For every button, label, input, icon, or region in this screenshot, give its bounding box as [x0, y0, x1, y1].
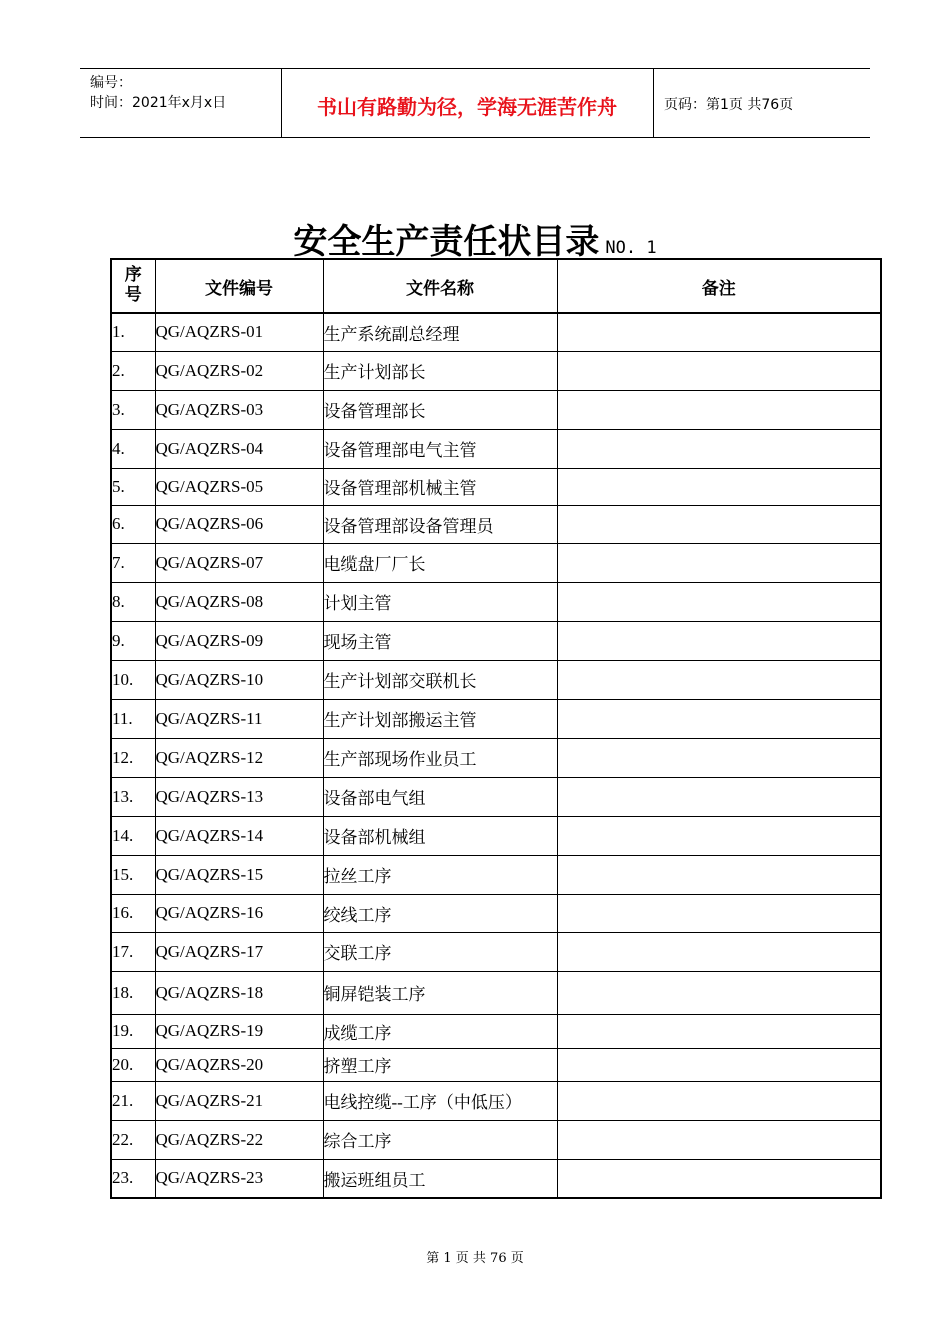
header-seq: 序号 — [111, 259, 155, 313]
row-number: 3. — [111, 390, 155, 429]
row-number: 12. — [111, 738, 155, 777]
row-name: 电缆盘厂厂长 — [323, 543, 557, 582]
row-code: QG/AQZRS-08 — [155, 582, 323, 621]
table-header-row — [111, 259, 881, 313]
row-code: QG/AQZRS-07 — [155, 543, 323, 582]
row-number: 23. — [111, 1159, 155, 1198]
table-row — [111, 777, 881, 816]
table-row — [111, 816, 881, 855]
row-number: 10. — [111, 660, 155, 699]
row-name: 成缆工序 — [323, 1014, 557, 1048]
row-number: 20. — [111, 1048, 155, 1081]
page-header — [80, 68, 870, 138]
row-name: 拉丝工序 — [323, 855, 557, 894]
row-remark — [557, 894, 881, 932]
row-remark — [557, 468, 881, 505]
header-meta — [80, 69, 282, 137]
row-number: 11. — [111, 699, 155, 738]
row-number: 16. — [111, 894, 155, 932]
header-code: 文件编号 — [155, 259, 323, 313]
row-name: 设备管理部机械主管 — [323, 468, 557, 505]
header-motto: 书山有路勤为径，学海无涯苦作舟 — [317, 95, 617, 119]
row-number: 8. — [111, 582, 155, 621]
row-name: 综合工序 — [323, 1120, 557, 1159]
row-name: 设备管理部长 — [323, 390, 557, 429]
row-code: QG/AQZRS-13 — [155, 777, 323, 816]
header-remark: 备注 — [557, 259, 881, 313]
row-number: 14. — [111, 816, 155, 855]
row-remark — [557, 621, 881, 660]
row-code: QG/AQZRS-03 — [155, 390, 323, 429]
table-row — [111, 313, 881, 351]
table-row — [111, 699, 881, 738]
row-remark — [557, 1081, 881, 1120]
row-remark — [557, 543, 881, 582]
row-remark — [557, 1159, 881, 1198]
row-code: QG/AQZRS-15 — [155, 855, 323, 894]
table-row — [111, 855, 881, 894]
catalog-body — [111, 313, 881, 1198]
row-code: QG/AQZRS-01 — [155, 313, 323, 351]
row-remark — [557, 699, 881, 738]
row-name: 挤塑工序 — [323, 1048, 557, 1081]
row-name: 设备管理部电气主管 — [323, 429, 557, 468]
row-remark — [557, 1120, 881, 1159]
row-remark — [557, 971, 881, 1014]
title-main: 安全生产责任状目录 — [293, 222, 600, 262]
row-number: 4. — [111, 429, 155, 468]
table-row — [111, 1081, 881, 1120]
table-row — [111, 468, 881, 505]
doc-time-label: 时间：2021年x月x日 — [90, 95, 227, 111]
row-code: QG/AQZRS-20 — [155, 1048, 323, 1081]
document-title — [0, 214, 950, 263]
row-code: QG/AQZRS-02 — [155, 351, 323, 390]
row-number: 5. — [111, 468, 155, 505]
row-number: 19. — [111, 1014, 155, 1048]
table-row — [111, 971, 881, 1014]
page-footer: 第 1 页 共 76 页 — [426, 1251, 524, 1266]
row-code: QG/AQZRS-23 — [155, 1159, 323, 1198]
row-name: 生产计划部长 — [323, 351, 557, 390]
row-number: 21. — [111, 1081, 155, 1120]
row-name: 现场主管 — [323, 621, 557, 660]
table-row — [111, 1120, 881, 1159]
row-remark — [557, 390, 881, 429]
row-name: 生产系统副总经理 — [323, 313, 557, 351]
row-code: QG/AQZRS-17 — [155, 932, 323, 971]
row-code: QG/AQZRS-21 — [155, 1081, 323, 1120]
table-row — [111, 390, 881, 429]
header-page-info: 页码：第1页 共76页 — [664, 97, 794, 113]
table-row — [111, 932, 881, 971]
table-row — [111, 543, 881, 582]
row-name: 设备管理部设备管理员 — [323, 505, 557, 543]
header-page-cell — [654, 69, 870, 137]
catalog-table — [110, 258, 882, 1199]
row-name: 绞线工序 — [323, 894, 557, 932]
row-number: 22. — [111, 1120, 155, 1159]
row-remark — [557, 777, 881, 816]
row-number: 7. — [111, 543, 155, 582]
row-number: 9. — [111, 621, 155, 660]
table-row — [111, 621, 881, 660]
row-name: 计划主管 — [323, 582, 557, 621]
row-number: 2. — [111, 351, 155, 390]
row-remark — [557, 1014, 881, 1048]
row-name: 生产计划部交联机长 — [323, 660, 557, 699]
table-row — [111, 894, 881, 932]
row-code: QG/AQZRS-05 — [155, 468, 323, 505]
doc-code-label: 编号： — [90, 75, 132, 91]
table-row — [111, 1048, 881, 1081]
table-row — [111, 1159, 881, 1198]
header-motto-cell — [281, 69, 654, 137]
row-name: 生产计划部搬运主管 — [323, 699, 557, 738]
table-row — [111, 582, 881, 621]
row-remark — [557, 816, 881, 855]
table-row — [111, 505, 881, 543]
row-code: QG/AQZRS-04 — [155, 429, 323, 468]
row-number: 6. — [111, 505, 155, 543]
row-code: QG/AQZRS-16 — [155, 894, 323, 932]
row-code: QG/AQZRS-11 — [155, 699, 323, 738]
row-code: QG/AQZRS-10 — [155, 660, 323, 699]
row-number: 1. — [111, 313, 155, 351]
row-remark — [557, 313, 881, 351]
row-remark — [557, 855, 881, 894]
table-row — [111, 1014, 881, 1048]
row-code: QG/AQZRS-09 — [155, 621, 323, 660]
table-row — [111, 351, 881, 390]
table-row — [111, 738, 881, 777]
row-name: 设备部机械组 — [323, 816, 557, 855]
row-name: 交联工序 — [323, 932, 557, 971]
row-name: 设备部电气组 — [323, 777, 557, 816]
table-row — [111, 429, 881, 468]
row-number: 17. — [111, 932, 155, 971]
row-code: QG/AQZRS-18 — [155, 971, 323, 1014]
row-code: QG/AQZRS-22 — [155, 1120, 323, 1159]
row-remark — [557, 429, 881, 468]
row-number: 18. — [111, 971, 155, 1014]
header-name: 文件名称 — [323, 259, 557, 313]
row-number: 15. — [111, 855, 155, 894]
row-code: QG/AQZRS-06 — [155, 505, 323, 543]
row-name: 电线控缆--工序（中低压） — [323, 1081, 557, 1120]
title-number: NO. 1 — [605, 238, 657, 258]
row-remark — [557, 1048, 881, 1081]
row-name: 铜屏铠装工序 — [323, 971, 557, 1014]
row-remark — [557, 660, 881, 699]
row-remark — [557, 505, 881, 543]
row-code: QG/AQZRS-14 — [155, 816, 323, 855]
row-remark — [557, 932, 881, 971]
row-remark — [557, 738, 881, 777]
row-remark — [557, 582, 881, 621]
row-code: QG/AQZRS-19 — [155, 1014, 323, 1048]
row-name: 生产部现场作业员工 — [323, 738, 557, 777]
table-row — [111, 660, 881, 699]
row-remark — [557, 351, 881, 390]
row-code: QG/AQZRS-12 — [155, 738, 323, 777]
row-number: 13. — [111, 777, 155, 816]
row-name: 搬运班组员工 — [323, 1159, 557, 1198]
